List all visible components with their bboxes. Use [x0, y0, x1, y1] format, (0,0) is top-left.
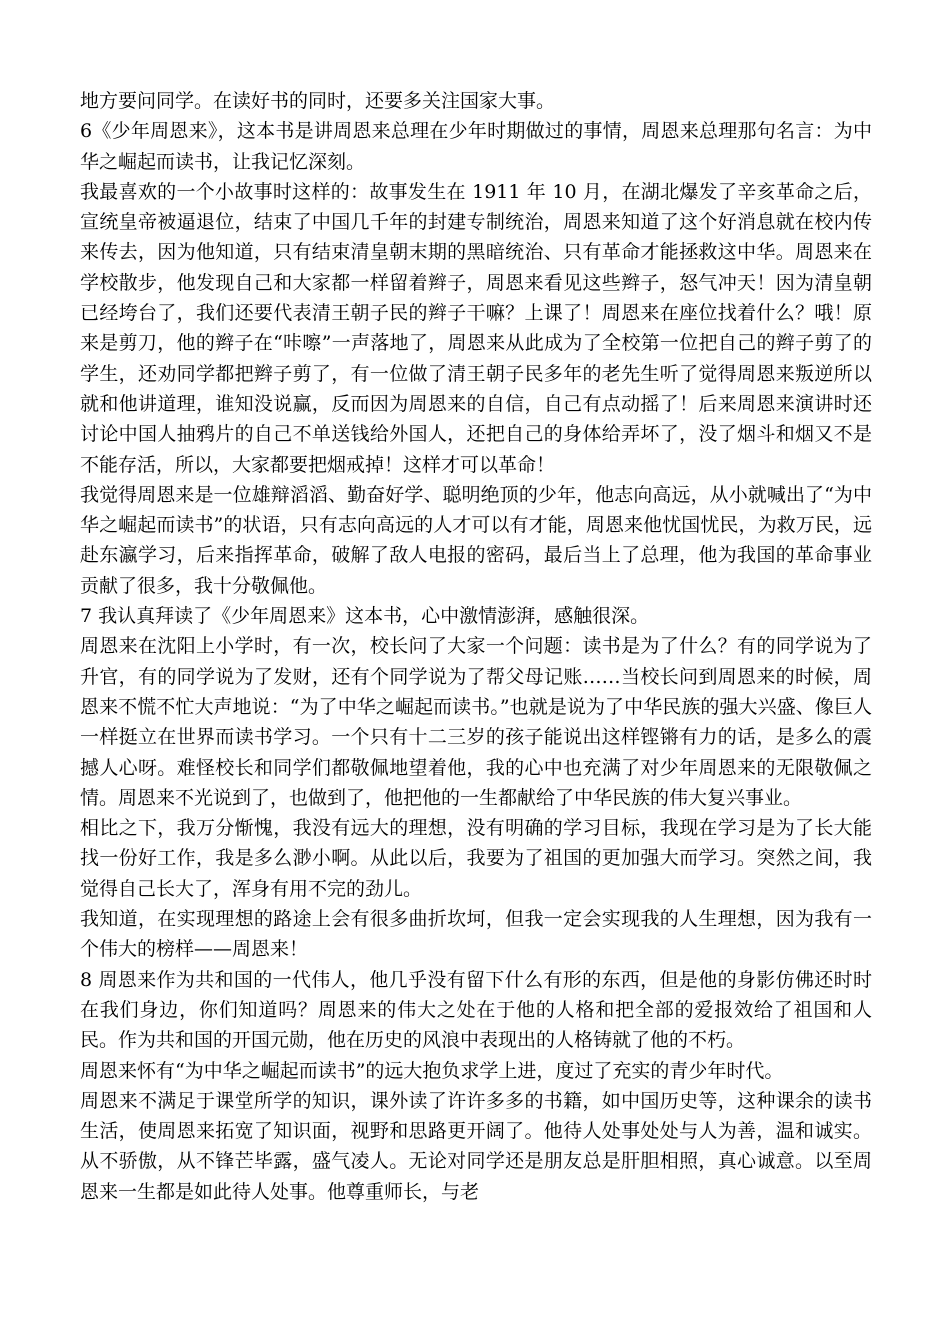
paragraph-6-reflection: 我觉得周恩来是一位雄辩滔滔、勤奋好学、聪明绝顶的少年，他志向高远，从小就喊出了“为中华之崛起而读书”的状语，只有志向高远的人才可以有才能，周恩来他忧国忧民，为救万民，远赴东瀛学习，后来指挥革命，破解了敌人电报的密码，最后当上了总理，他为我国的革命事业贡献了很多，我十分敬佩他。 — [80, 483, 872, 597]
paragraph-continuation: 地方要问同学。在读好书的同时，还要多关注国家大事。 — [80, 90, 556, 112]
paragraph-8-ambition: 周恩来怀有“为中华之崛起而读书”的远大抱负求学上进，度过了充实的青少年时代。 — [80, 1059, 784, 1082]
paragraph-8-intro: 8 周恩来作为共和国的一代伟人，他几乎没有留下什么有形的东西，但是他的身影仿佛还时时在我们身边，你们知道吗？周恩来的伟大之处在于他的人格和把全部的爱报效给了祖国和人民。作为共和国的开国元勋，他在历史的风浪中表现出的人格铸就了他的不朽。 — [80, 968, 872, 1052]
paragraph-7-reflection: 相比之下，我万分惭愧，我没有远大的理想，没有明确的学习目标，我现在学习是为了长大能找一份好工作，我是多么渺小啊。从此以后，我要为了祖国的更加强大而学习。突然之间，我觉得自己长大了，浑身有用不完的劲儿。 — [80, 817, 872, 900]
paragraph-7-intro: 7 我认真拜读了《少年周恩来》这本书，心中激情澎湃，感触很深。 — [80, 605, 650, 628]
paragraph-6-story: 我最喜欢的一个小故事时这样的：故事发生在 1911 年 10 月，在湖北爆发了辛亥革命之后，宣统皇帝被逼退位，结束了中国几千年的封建专制统治，周恩来知道了这个好消息就在校内传来传去，因为他知道，只有结束清皇朝末期的黑暗统治、只有革命才能拯救这中华。周恩来在学校散步，他发现自己和大家都一样留着辫子，周恩来看见这些辫子，怒气冲天！因为清皇朝已经垮台了，我们还要代表清王朝子民的辫子干嘛？上课了！周恩来在座位找着什么？哦！原来是剪刀，他的辫子在“咔嚓”一声落地了，周恩来从此成为了全校第一位把自己的辫子剪了的学生，还劝同学都把辫子剪了，有一位做了清王朝子民多年的老先生听了觉得周恩来叛逆所以就和他讲道理，谁知没说赢，反而因为周恩来的自信，自己有点动摇了！后来周恩来演讲时还讨论中国人抽鸦片的自己不单送钱给外国人，还把自己的身体给弄坏了，没了烟斗和烟又不是不能存活，所以，大家都要把烟戒掉！这样才可以革命！ — [80, 180, 872, 476]
paragraph-7-conclusion: 我知道，在实现理想的路途上会有很多曲折坎坷，但我一定会实现我的人生理想，因为我有一个伟大的榜样——周恩来！ — [80, 908, 872, 961]
document-body — [80, 86, 872, 1207]
paragraph-8-character: 周恩来不满足于课堂所学的知识，课外读了许许多多的书籍，如中国历史等，这种课余的读书生活，使周恩来拓宽了知识面，视野和思路更开阔了。他待人处事处处与人为善，温和诚实。从不骄傲，从不锋芒毕露，盛气凌人。无论对同学还是朋友总是肝胆相照，真心诚意。以至周恩来一生都是如此待人处事。他尊重师长，与老 — [80, 1089, 872, 1203]
paragraph-7-story: 周恩来在沈阳上小学时，有一次，校长问了大家一个问题：读书是为了什么？有的同学说为了升官，有的同学说为了发财，还有个同学说为了帮父母记账……当校长问到周恩来的时候，周恩来不慌不忙大声地说：“为了中华之崛起而读书。”也就是说为了中华民族的强大兴盛、像巨人一样挺立在世界而读书学习。一个只有十二三岁的孩子能说出这样铿锵有力的话，是多么的震撼人心呀。难怪校长和同学们都敬佩地望着他，我的心中也充满了对少年周恩来的无限敬佩之情。周恩来不光说到了，也做到了，他把他的一生都献给了中华民族的伟大复兴事业。 — [80, 635, 872, 809]
paragraph-6-intro: 6《少年周恩来》，这本书是讲周恩来总理在少年时期做过的事情，周恩来总理那句名言：为中华之崛起而读书，让我记忆深刻。 — [80, 120, 872, 173]
